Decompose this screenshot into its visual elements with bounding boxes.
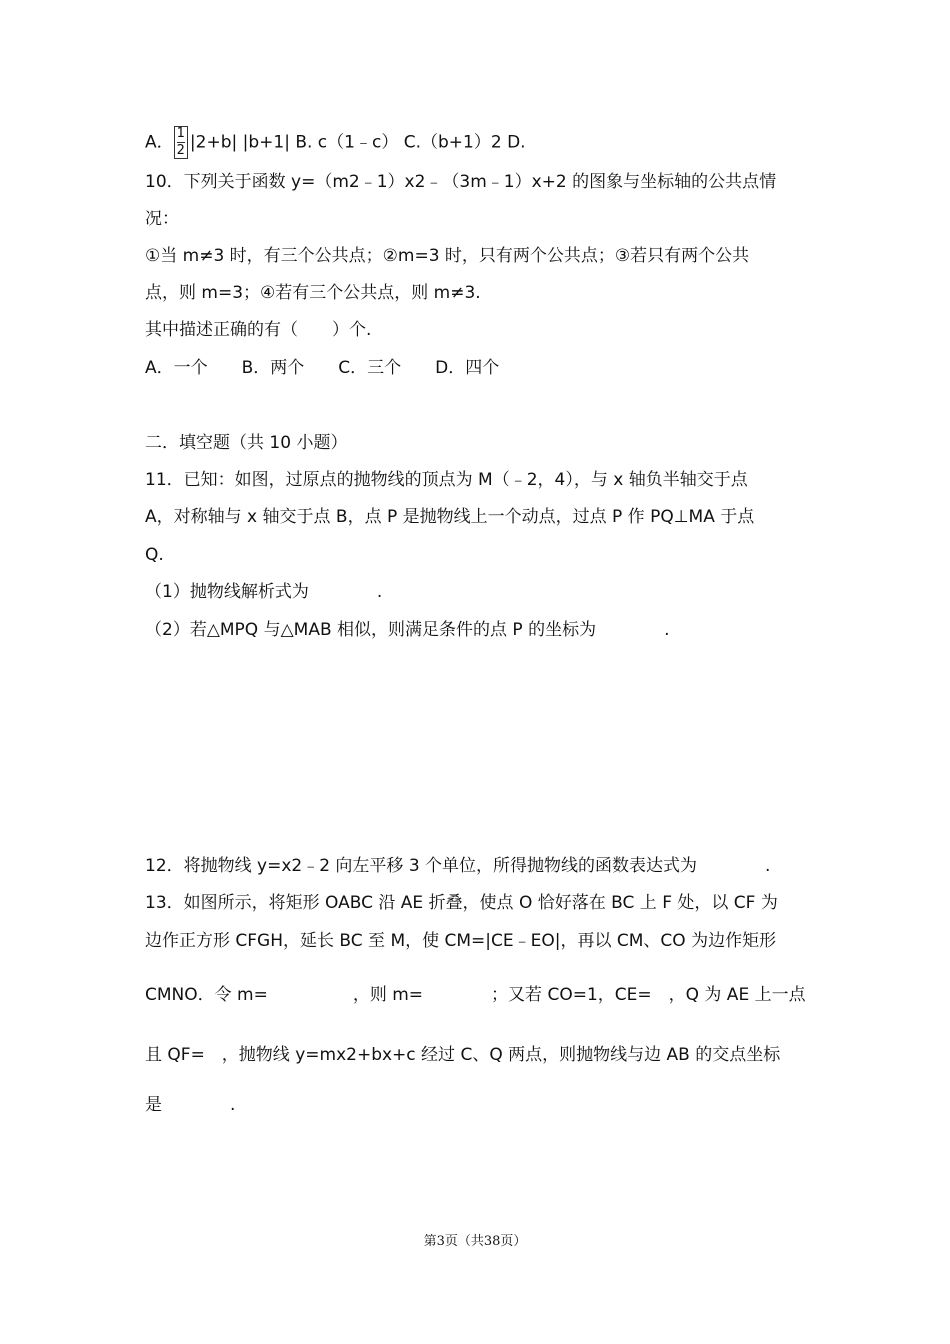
question-13-line-1: 13．如图所示，将矩形 OABC 沿 AE 折叠，使点 O 恰好落在 BC 上 F 处，以 CF 为 xyxy=(145,893,778,913)
option-a-label: A． xyxy=(145,132,174,153)
question-10-line-3: ①当 m≠3 时，有三个公共点；②m=3 时，只有两个公共点；③若只有两个公共 xyxy=(145,246,750,266)
question-10-line-1: 10．下列关于函数 y=（m2﹣1）x2﹣（3m﹣1）x+2 的图象与坐标轴的公共点情 xyxy=(145,172,777,192)
question-13-line-2: 边作正方形 CFGH，延长 BC 至 M，使 CM=|CE﹣EO|，再以 CM、CO 为边作矩形 xyxy=(145,931,777,951)
question-12: 12．将抛物线 y=x2﹣2 向左平移 3 个单位，所得抛物线的函数表达式为 . xyxy=(145,856,771,876)
fraction-one-half: $\frac{1}{2}$ xyxy=(174,126,188,159)
question-11-part-2: （2）若△MPQ 与△MAB 相似，则满足条件的点 P 的坐标为 . xyxy=(145,620,670,640)
question-10-line-4: 点，则 m=3；④若有三个公共点，则 m≠3. xyxy=(145,283,481,303)
option-line-9 xyxy=(145,126,526,159)
question-10-line-5: 其中描述正确的有（ ）个. xyxy=(145,320,372,340)
question-10-line-2: 况： xyxy=(145,209,179,229)
question-13-line-3: CMNO．令 m= ，则 m= ；又若 CO=1，CE= ，Q 为 AE 上一点 xyxy=(145,985,806,1005)
question-10-options: A．一个 B．两个 C．三个 D．四个 xyxy=(145,358,500,378)
question-13-line-5: 是 . xyxy=(145,1095,236,1115)
question-11-line-3: Q. xyxy=(145,545,164,565)
question-11-part-1: （1）抛物线解析式为 . xyxy=(145,582,383,602)
page-footer: 第3页（共38页） xyxy=(423,1234,527,1249)
option-line-9-rest: |2+b| |b+1| B. c（1﹣c） C.（b+1）2 D. xyxy=(189,132,526,153)
section-title: 二．填空题（共 10 小题） xyxy=(145,433,348,453)
question-13-line-4: 且 QF= ，抛物线 y=mx2+bx+c 经过 C、Q 两点，则抛物线与边 AB 的交点坐标 xyxy=(145,1045,781,1065)
question-11-line-1: 11．已知：如图，过原点的抛物线的顶点为 M（﹣2，4），与 x 轴负半轴交于点 xyxy=(145,470,748,490)
question-11-line-2: A，对称轴与 x 轴交于点 B，点 P 是抛物线上一个动点，过点 P 作 PQ⊥MA 于点 xyxy=(145,507,755,527)
